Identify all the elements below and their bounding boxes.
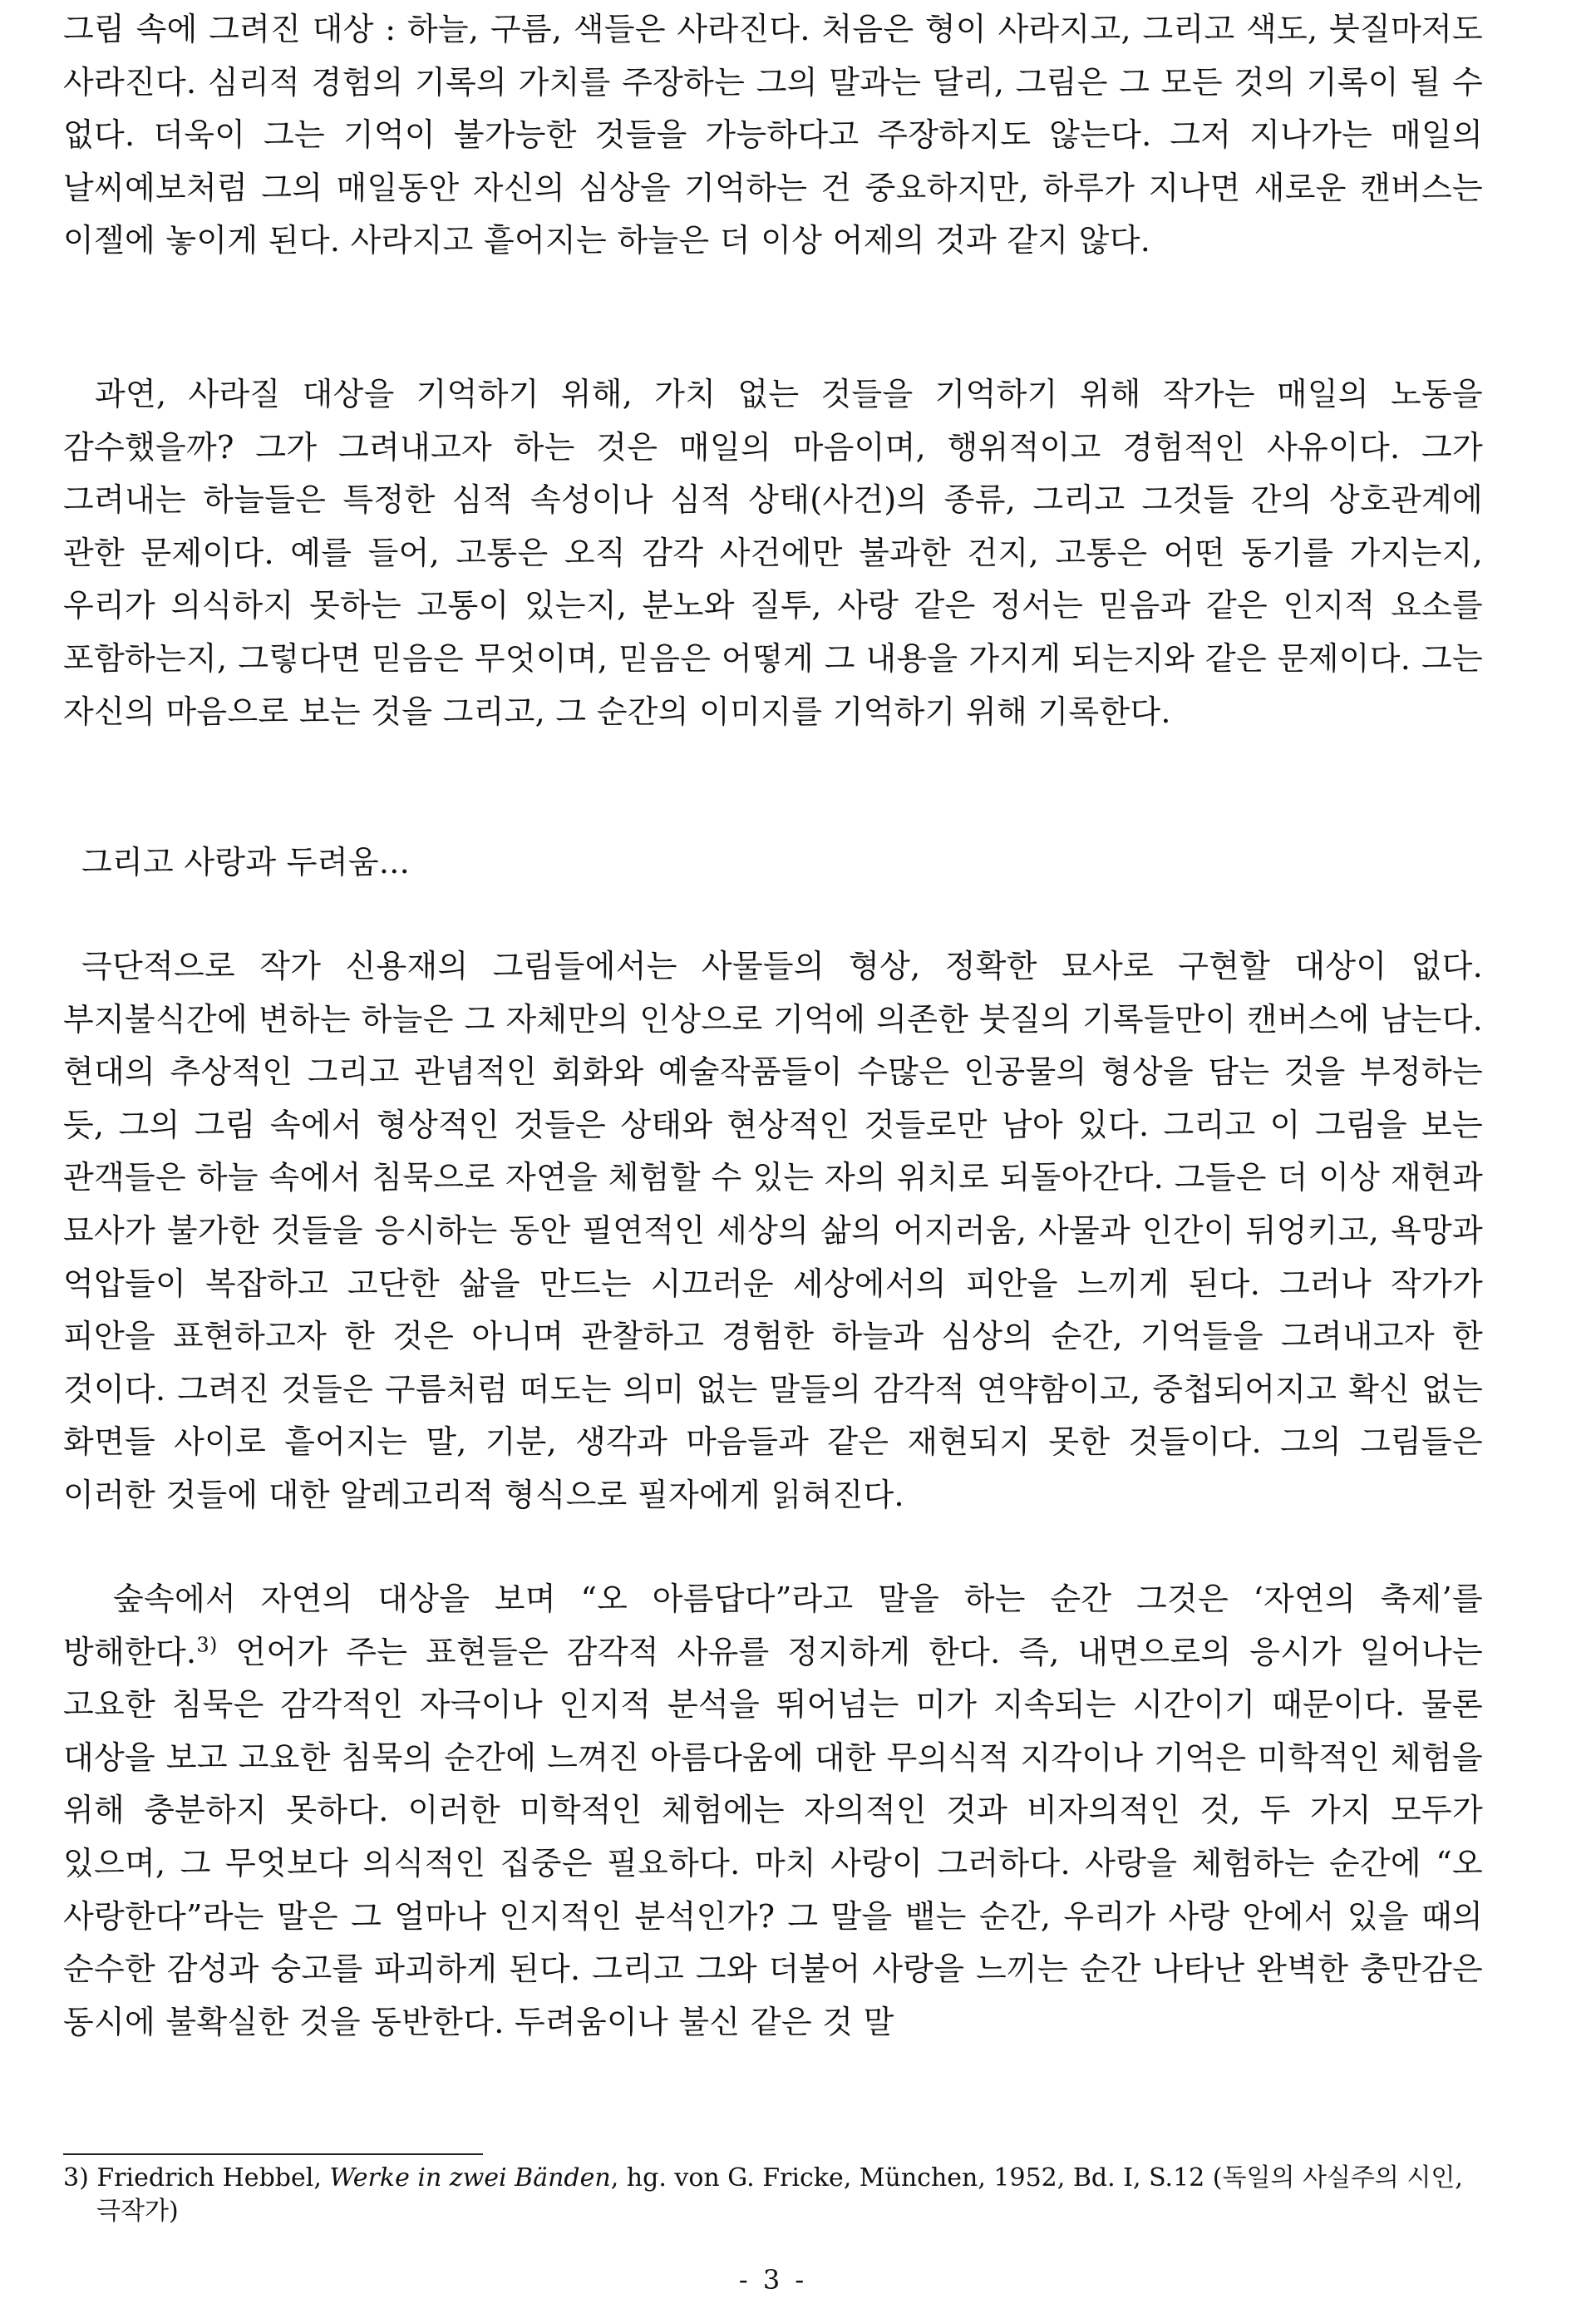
paragraph-2: 과연, 사라질 대상을 기억하기 위해, 가치 없는 것들을 기억하기 위해 작가는 매일의 노동을 감수했을까? 그가 그려내고자 하는 것은 매일의 마음이며, 행위적이고 경험적인 사유이다. 그가 그려내는 하늘들은 특정한 심적 속성이나 심적 상태(사건)의 종류, 그리고 그것들 간의 상호관계에 관한 문제이다. 예를 들어, 고통은 오직 감각 사건에만 불과한 건지, 고통은 어떤 동기를 가지는지, 우리가 의식하지 못하는 고통이 있는지, 분노와 질투, 사랑 같은 정서는 믿음과 같은 인지적 요소를 포함하는지, 그렇다면 믿음은 무엇이며, 믿음은 어떻게 그 내용을 가지게 되는지와 같은 문제이다. 그는 자신의 마음으로 보는 것을 그리고, 그 순간의 이미지를 기억하기 위해 기록한다. bbox=[63, 376, 1483, 730]
footnote-details: , hg. von G. Fricke, München, 1952, Bd. I, S.12 (독일의 사실주의 시인, 극작가) bbox=[96, 2163, 1463, 2226]
footnote-title: Werke in zwei Bänden bbox=[329, 2163, 611, 2192]
footnote-number: 3) bbox=[63, 2163, 89, 2192]
footnote bbox=[63, 2162, 1483, 2228]
paragraph-3: 그리고 사랑과 두려움... bbox=[81, 844, 410, 880]
paragraph-4: 극단적으로 작가 신용재의 그림들에서는 사물들의 형상, 정확한 묘사로 구현할 대상이 없다. 부지불식간에 변하는 하늘은 그 자체만의 인상으로 기억에 의존한 붓질의 기록들만이 캔버스에 남는다. 현대의 추상적인 그리고 관념적인 회화와 예술작품들이 수많은 인공물의 형상을 담는 것을 부정하는 듯, 그의 그림 속에서 형상적인 것들은 상태와 현상적인 것들로만 남아 있다. 그리고 이 그림을 보는 관객들은 하늘 속에서 침묵으로 자연을 체험할 수 있는 자의 위치로 되돌아간다. 그들은 더 이상 재현과 묘사가 불가한 것들을 응시하는 동안 필연적인 세상의 삶의 어지러움, 사물과 인간이 뒤엉키고, 욕망과 억압들이 복잡하고 고단한 삶을 만드는 시끄러운 세상에서의 피안을 느끼게 된다. 그러나 작가가 피안을 표현하고자 한 것은 아니며 관찰하고 경험한 하늘과 심상의 순간, 기억들을 그려내고자 한 것이다. 그려진 것들은 구름처럼 떠도는 의미 없는 말들의 감각적 연약함이고, 중첩되어지고 확신 없는 화면들 사이로 흩어지는 말, 기분, 생각과 마음들과 같은 재현되지 못한 것들이다. 그의 그림들은 이러한 것들에 대한 알레고리적 형식으로 필자에게 읽혀진다. bbox=[63, 948, 1483, 1513]
paragraph-1: 그림 속에 그려진 대상 : 하늘, 구름, 색들은 사라진다. 처음은 형이 사라지고, 그리고 색도, 붓질마저도 사라진다. 심리적 경험의 기록의 가치를 주장하는 그의 말과는 달리, 그림은 그 모든 것의 기록이 될 수 없다. 더욱이 그는 기억이 불가능한 것들을 가능하다고 주장하지도 않는다. 그저 지나가는 매일의 날씨예보처럼 그의 매일동안 자신의 심상을 기억하는 건 중요하지만, 하루가 지나면 새로운 캔버스는 이젤에 놓이게 된다. 사라지고 흩어지는 하늘은 더 이상 어제의 것과 같지 않다. bbox=[63, 11, 1483, 259]
document-page bbox=[63, 0, 1483, 2323]
footnote-divider bbox=[63, 2153, 483, 2155]
footnote-reference[interactable]: 3) bbox=[196, 1632, 218, 1656]
footnote-author: Friedrich Hebbel, bbox=[96, 2163, 322, 2192]
page-number: - 3 - bbox=[738, 2264, 808, 2296]
paragraph-5 bbox=[63, 1573, 1483, 2049]
paragraph-5-text-before: 숲속에서 자연의 대상을 보며 “오 아름답다”라고 말을 하는 순간 그것은 ‘자연의 축제’를 방해한다. bbox=[63, 1581, 1483, 1670]
paragraph-5-text-after: 언어가 주는 표현들은 감각적 사유를 정지하게 한다. 즉, 내면으로의 응시가 일어나는 고요한 침묵은 감각적인 자극이나 인지적 분석을 뛰어넘는 미가 지속되는 시간이기 때문이다. 물론 대상을 보고 고요한 침묵의 순간에 느껴진 아름다움에 대한 무의식적 지각이나 기억은 미학적인 체험을 위해 충분하지 못하다. 이러한 미학적인 체험에는 자의적인 것과 비자의적인 것, 두 가지 모두가 있으며, 그 무엇보다 의식적인 집중은 필요하다. 마치 사랑이 그러하다. 사랑을 체험하는 순간에 “오 사랑한다”라는 말은 그 얼마나 인지적인 분석인가? 그 말을 뱉는 순간, 우리가 사랑 안에서 있을 때의 순수한 감성과 숭고를 파괴하게 된다. 그리고 그와 더불어 사랑을 느끼는 순간 나타난 완벽한 충만감은 동시에 불확실한 것을 동반한다. 두려움이나 불신 같은 것 말 bbox=[63, 1633, 1483, 2040]
